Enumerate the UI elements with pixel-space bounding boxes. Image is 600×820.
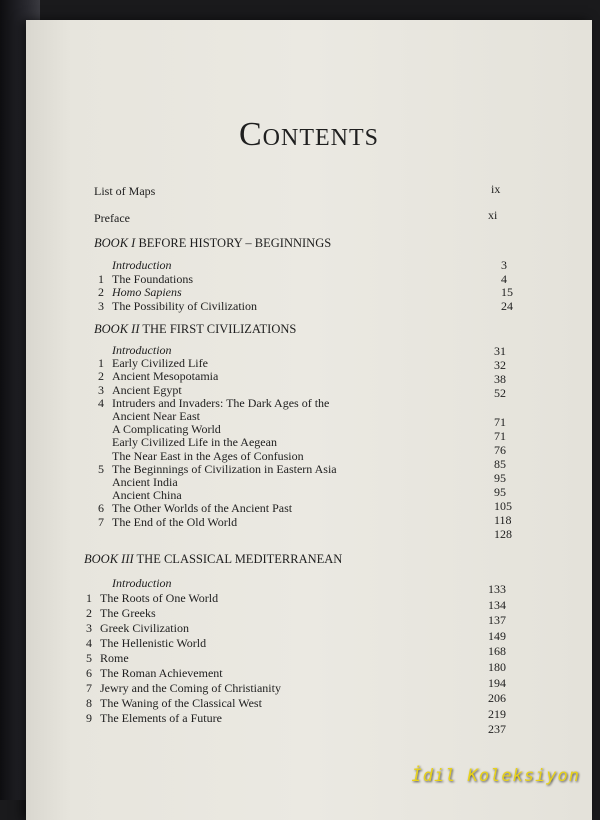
chapter-title: Homo Sapiens [112, 285, 182, 299]
chapter-title: The Possibility of Civilization [112, 298, 257, 313]
page-number: 149 [488, 628, 506, 643]
page-number: 15 [501, 285, 513, 299]
chapter-title: Ancient Near East [112, 409, 200, 423]
page-number: 71 [494, 428, 506, 443]
page-number: 133 [488, 582, 506, 596]
page-number: 194 [488, 675, 506, 690]
chapter-number: 5 [98, 461, 104, 476]
chapter-title: Ancient Egypt [112, 382, 182, 397]
page-number: 128 [494, 527, 512, 542]
chapter-number: 5 [86, 651, 92, 665]
page-number: 52 [494, 386, 506, 401]
page-number: xi [488, 208, 498, 222]
page-number: 180 [488, 660, 506, 674]
chapter-title: Ancient India [112, 475, 178, 489]
page-number: 4 [501, 271, 507, 286]
chapter-title: The Elements of a Future [100, 711, 222, 725]
chapter-number: 6 [86, 666, 92, 680]
book-number: BOOK I [94, 236, 136, 250]
page-number: 118 [494, 513, 512, 528]
chapter-title: The Hellenistic World [100, 636, 207, 650]
page-number: 105 [494, 499, 512, 514]
page-number: 168 [488, 644, 506, 659]
section-heading-book-3 [84, 552, 342, 567]
page-number: 85 [494, 456, 506, 471]
chapter-number: 7 [98, 514, 104, 529]
page-number: 38 [494, 372, 506, 387]
chapter-number: 8 [86, 696, 92, 710]
chapter-title: The End of the Old World [112, 514, 238, 529]
chapter-title: Ancient China [112, 488, 182, 503]
chapter-number: 6 [98, 501, 104, 516]
entry-list-of-maps: List of Maps [94, 184, 156, 198]
book-name: BEFORE HISTORY – BEGINNINGS [138, 236, 332, 250]
page-number: 76 [494, 442, 506, 457]
chapter-title: Early Civilized Life [112, 356, 208, 371]
page-number: 3 [501, 258, 507, 272]
page-number: 219 [488, 706, 506, 721]
entry-introduction: Introduction [112, 343, 172, 357]
chapter-title: The Waning of the Classical West [100, 696, 262, 710]
chapter-title: The Greeks [100, 606, 156, 620]
book-name: THE FIRST CIVILIZATIONS [142, 322, 297, 336]
page-number: 71 [494, 414, 506, 429]
page-number: 24 [501, 298, 513, 313]
page-number: 237 [488, 722, 506, 737]
chapter-number: 4 [86, 636, 92, 650]
book-number: BOOK II [94, 322, 140, 336]
chapter-number: 3 [98, 298, 104, 313]
chapter-title: Ancient Mesopotamia [112, 369, 219, 384]
chapter-number: 2 [98, 369, 104, 384]
chapter-title: Jewry and the Coming of Christianity [100, 681, 281, 695]
page-number: 31 [494, 344, 506, 358]
chapter-number: 3 [98, 382, 104, 397]
book-name: THE CLASSICAL MEDITERRANEAN [136, 552, 343, 566]
page-title: Contents [238, 116, 379, 153]
chapter-title: Early Civilized Life in the Aegean [112, 435, 277, 450]
chapter-number: 7 [86, 681, 92, 695]
chapter-number: 1 [86, 591, 92, 605]
chapter-number: 3 [86, 621, 92, 635]
page-number: 206 [488, 691, 506, 706]
chapter-title: The Beginnings of Civilization in Eastern Asia [112, 461, 337, 476]
page-number: 32 [494, 358, 506, 373]
watermark-text: İdil Koleksiyon [411, 766, 580, 786]
page-number: 95 [494, 470, 506, 485]
entry-introduction: Introduction [112, 258, 172, 272]
entry-introduction: Introduction [112, 576, 172, 590]
chapter-title: The Roots of One World [100, 591, 219, 605]
page-number: 95 [494, 485, 506, 499]
chapter-title: The Roman Achievement [100, 666, 223, 680]
section-heading-book-1 [94, 236, 331, 251]
contents-page [26, 20, 592, 820]
chapter-number: 9 [86, 711, 92, 725]
chapter-title: Rome [100, 651, 129, 665]
chapter-title: A Complicating World [112, 422, 221, 437]
chapter-number: 1 [98, 356, 104, 371]
chapter-title: Greek Civilization [100, 621, 189, 635]
page-number: 137 [488, 613, 506, 628]
chapter-number: 2 [98, 285, 104, 299]
page-number: 134 [488, 597, 506, 612]
chapter-number: 2 [86, 606, 92, 620]
chapter-number: 4 [98, 395, 104, 410]
chapter-title: The Near East in the Ages of Confusion [112, 448, 304, 463]
entry-preface: Preface [94, 211, 130, 225]
chapter-title: The Foundations [112, 271, 193, 286]
page-number: ix [491, 182, 501, 196]
chapter-title: The Other Worlds of the Ancient Past [112, 501, 293, 516]
section-heading-book-2 [94, 322, 296, 337]
chapter-title: Intruders and Invaders: The Dark Ages of the [112, 395, 330, 410]
book-number: BOOK III [84, 552, 134, 566]
chapter-number: 1 [98, 271, 104, 286]
